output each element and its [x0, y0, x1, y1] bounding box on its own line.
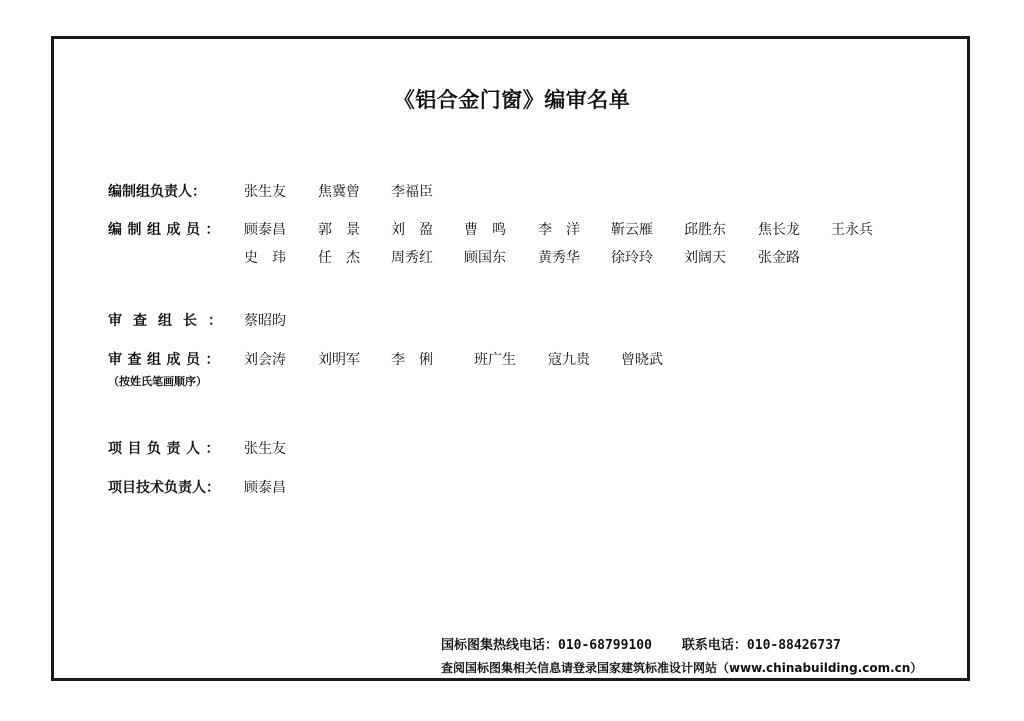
compile-member-name: 靳云雁 [611, 222, 653, 238]
hotline-text: 国标图集热线电话：010-68799100 [441, 638, 652, 653]
project-lead-label: 项目负责人： [108, 441, 225, 457]
compile-lead-name: 焦冀曾 [318, 184, 360, 200]
review-member-name: 刘明军 [318, 352, 360, 368]
compile-member-name: 曹 鸣 [464, 222, 506, 238]
tech-lead-name: 顾泰昌 [244, 480, 286, 496]
tech-lead-label: 项目技术负责人： [108, 480, 220, 496]
compile-lead-label: 编制组负责人： [108, 184, 206, 200]
compile-member-name: 李 洋 [538, 222, 580, 238]
compile-member-name: 黄秀华 [538, 250, 580, 266]
compile-member-name: 顾泰昌 [244, 222, 286, 238]
compile-member-name: 徐玲玲 [611, 250, 653, 266]
compile-member-name: 刘 盈 [391, 222, 433, 238]
compile-member-name: 周秀红 [391, 250, 433, 266]
compile-lead-name: 李福臣 [391, 184, 433, 200]
compile-member-name: 刘阔天 [684, 250, 726, 266]
review-member-name: 刘会涛 [244, 352, 286, 368]
compile-member-name: 邱胜东 [684, 222, 726, 238]
compile-member-name: 张金路 [758, 250, 800, 266]
compile-member-name: 王永兵 [831, 222, 873, 238]
review-lead-name: 蔡昭昀 [244, 313, 286, 329]
review-members-order-note: （按姓氏笔画顺序） [108, 375, 207, 388]
compile-lead-name: 张生友 [244, 184, 286, 200]
review-member-name: 曾晓武 [621, 352, 663, 368]
compile-member-name: 郭 景 [318, 222, 360, 238]
footer-website-note[interactable]: 查阅国标图集相关信息请登录国家建筑标准设计网站（www.chinabuilding.com.cn） [441, 661, 923, 675]
page-title: 《铝合金门窗》编审名单 [393, 88, 631, 112]
review-member-name: 班广生 [474, 352, 516, 368]
contact-phone-text: 联系电话：010-88426737 [681, 638, 841, 653]
review-member-name: 李 俐 [391, 352, 433, 368]
compile-members-label: 编制组成员： [108, 222, 225, 238]
compile-member-name: 任 杰 [318, 250, 360, 266]
project-lead-name: 张生友 [244, 441, 286, 457]
footer-phone-line [441, 634, 841, 653]
review-members-label: 审查组成员： [108, 352, 225, 368]
compile-member-name: 顾国东 [464, 250, 506, 266]
review-lead-label: 审查组长： [108, 313, 233, 329]
compile-member-name: 史 玮 [244, 250, 286, 266]
review-member-name: 寇九贵 [548, 352, 590, 368]
compile-member-name: 焦长龙 [758, 222, 800, 238]
